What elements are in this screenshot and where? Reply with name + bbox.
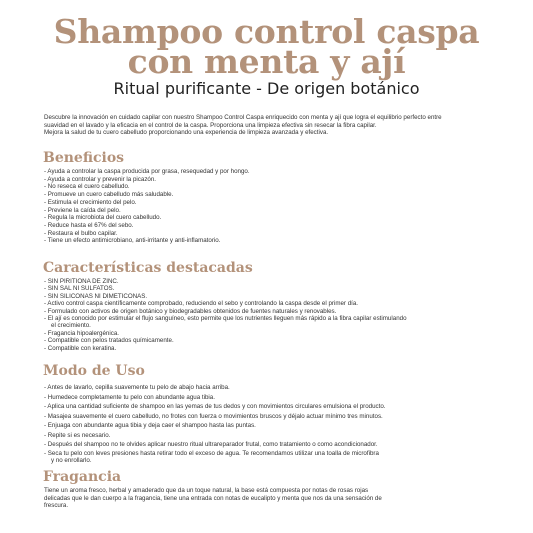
- list-item: - Ayuda a controlar la caspa producida por grasa, resequedad y por hongo.: [44, 168, 250, 175]
- caracteristicas-heading: Características destacadas: [43, 260, 253, 276]
- fragancia-line: Tiene un aroma fresco, herbal y amaderado que da un toque natural, la base está compuesta por notas de rosas rojas: [44, 487, 369, 494]
- modo-de-uso-list: [44, 383, 514, 465]
- list-item: - Aplica una cantidad suficiente de shampoo en las yemas de tus dedos y con movimientos circulares emulsiona el producto.: [44, 403, 386, 410]
- beneficios-heading: Beneficios: [43, 150, 125, 166]
- list-item: - Compatible con pelos tratados químicamente.: [44, 337, 174, 345]
- list-item: - Enjuaga con abundante agua tibia y deja caer el shampoo hasta las puntas.: [44, 422, 256, 429]
- list-item: - Compatible con keratina.: [44, 344, 117, 352]
- list-item: el crecimiento.: [51, 322, 91, 330]
- fragancia-line: delicadas que le dan cuerpo a la fragancia, tiene una entrada con notas de eucalipto y menta que nos da una sensación de: [44, 494, 382, 502]
- list-item: - Antes de lavarlo, cepilla suavemente tu pelo de abajo hacia arriba.: [44, 384, 230, 391]
- intro-line: Descubre la innovación en cuidado capilar con nuestro Shampoo Control Caspa enriquecido con menta y ají que logra el equilibrio perfecto entre: [44, 114, 442, 121]
- list-item: - Ayuda a controlar y prevenir la picazón.: [44, 175, 157, 183]
- intro-line: Mejora la salud de tu cuero cabelludo proporcionando una experiencia de limpieza avanzada y efectiva.: [44, 129, 329, 137]
- list-item: - Seca tu pelo con leves presiones hasta retirar todo el exceso de agua. Te recomendamos utilizar una toalla de microfibra: [44, 449, 379, 457]
- modo-de-uso-heading: Modo de Uso: [43, 363, 145, 379]
- list-item: - Reduce hasta el 67% del sebo.: [44, 221, 134, 229]
- list-item: - SIN PIRITIONA DE ZINC.: [44, 278, 119, 285]
- list-item: - Activo control caspa científicamente comprobado, reduciendo el sebo y controlando la caspa desde el primer día.: [44, 300, 359, 308]
- product-subtitle: Ritual purificante - De origen botánico: [113, 79, 420, 98]
- fragancia-line: frescura.: [44, 502, 69, 510]
- list-item: - Promueve un cuero cabelludo más saludable.: [44, 191, 174, 199]
- product-title-line2: con menta y ají: [127, 42, 406, 81]
- list-item: - SIN SILICONAS NI DIMETICONAS.: [44, 292, 148, 300]
- beneficios-list: [44, 168, 514, 245]
- list-item: - No reseca el cuero cabelludo.: [44, 183, 130, 191]
- intro-line: suavidad en el lavado y la eficacia en el control de la caspa. Proporciona una limpieza efectiva sin resecar la fibra capilar.: [44, 121, 377, 129]
- list-item: - SIN SAL NI SULFATOS.: [44, 285, 115, 293]
- list-item: y no enrollarlo.: [51, 457, 92, 464]
- fragancia-heading: Fragancia: [43, 469, 122, 485]
- list-item: - Previene la caída del pelo.: [44, 206, 121, 214]
- product-title-line1: Shampoo control caspa: [53, 12, 480, 51]
- list-item: - El ají es conocido por estimular el flujo sanguíneo, esto permite que los nutrientes lleguen más rápido a la fibra capilar estimulando: [44, 315, 407, 323]
- list-item: - Regula la microbiota del cuero cabelludo.: [44, 214, 162, 222]
- list-item: - Humedece completamente tu pelo con abundante agua tibia.: [44, 393, 215, 401]
- list-item: - Masajea suavemente el cuero cabelludo, no frotes con fuerza o movimientos bruscos y déjalo actuar mínimo tres minutos.: [44, 412, 383, 420]
- list-item: - Estimula el crecimiento del pelo.: [44, 198, 137, 206]
- list-item: - Tiene un efecto antimicrobiano, anti-irritante y anti-inflamatorio.: [44, 237, 221, 245]
- fragancia-paragraph: [44, 487, 514, 510]
- list-item: - Formulado con activos de origen botánico y biodegradables obtenidos de fuentes naturales y renovables.: [44, 307, 337, 315]
- list-item: - Después del shampoo no te olvides aplicar nuestro ritual ultrareparador frutal, como tratamiento o como acondicionador.: [44, 441, 378, 448]
- list-item: - Repite si es necesario.: [44, 431, 111, 439]
- list-item: - Restaura el bulbo capilar.: [44, 229, 118, 237]
- intro-paragraph: [44, 114, 506, 137]
- caracteristicas-list: [44, 278, 514, 352]
- list-item: - Fragancia hipoalergénica.: [44, 329, 119, 337]
